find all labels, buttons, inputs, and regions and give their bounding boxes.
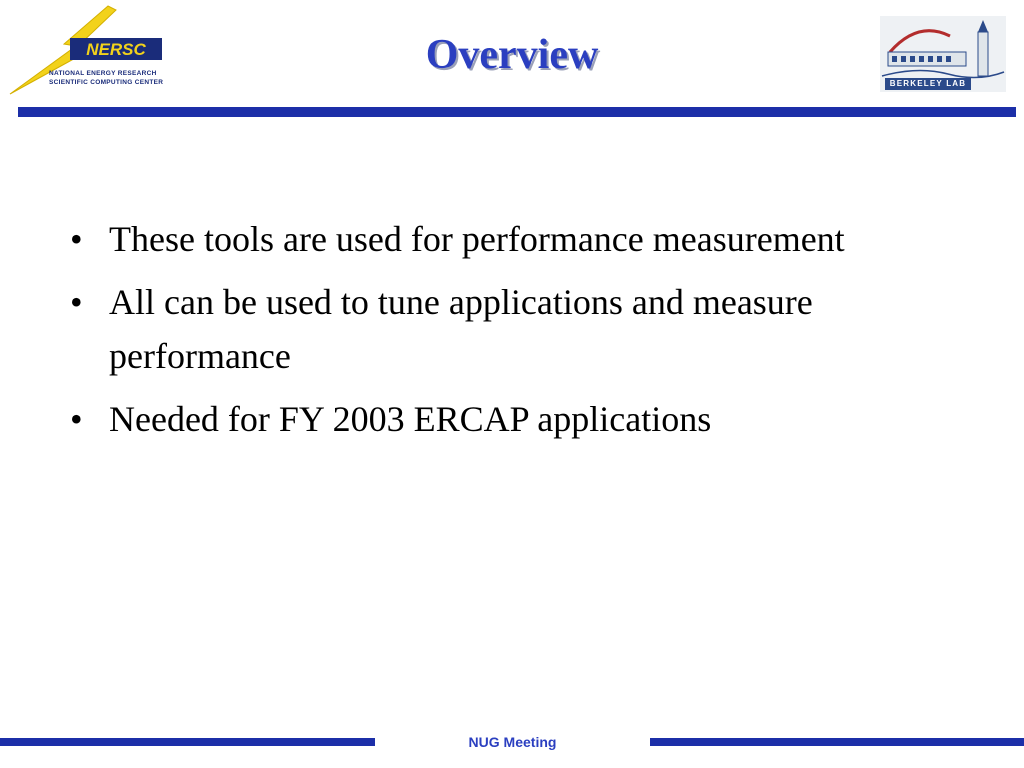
bullet-symbol: • xyxy=(70,219,83,259)
nersc-wordmark: NERSC xyxy=(86,40,146,59)
bullet-item xyxy=(70,212,970,266)
slide-title: Overview xyxy=(425,32,599,78)
nersc-subtitle-line2: SCIENTIFIC COMPUTING CENTER xyxy=(49,79,164,86)
bullet-symbol: • xyxy=(70,399,83,439)
bullet-list xyxy=(70,212,970,455)
bullet-text: All can be used to tune applications and measure performance xyxy=(109,282,813,376)
bullet-text: These tools are used for performance measurement xyxy=(109,219,845,259)
footer-label: NUG Meeting xyxy=(468,734,557,750)
bullet-text: Needed for FY 2003 ERCAP applications xyxy=(109,399,712,439)
bullet-item xyxy=(70,275,970,383)
footer-rule-left xyxy=(0,738,375,746)
footer-rule-right xyxy=(650,738,1024,746)
bullet-item xyxy=(70,392,970,446)
header-rule xyxy=(18,107,1016,117)
berkeley-lab-label: BERKELEY LAB xyxy=(885,78,971,90)
nersc-subtitle-line1: NATIONAL ENERGY RESEARCH xyxy=(49,70,157,77)
bullet-symbol: • xyxy=(70,282,83,322)
